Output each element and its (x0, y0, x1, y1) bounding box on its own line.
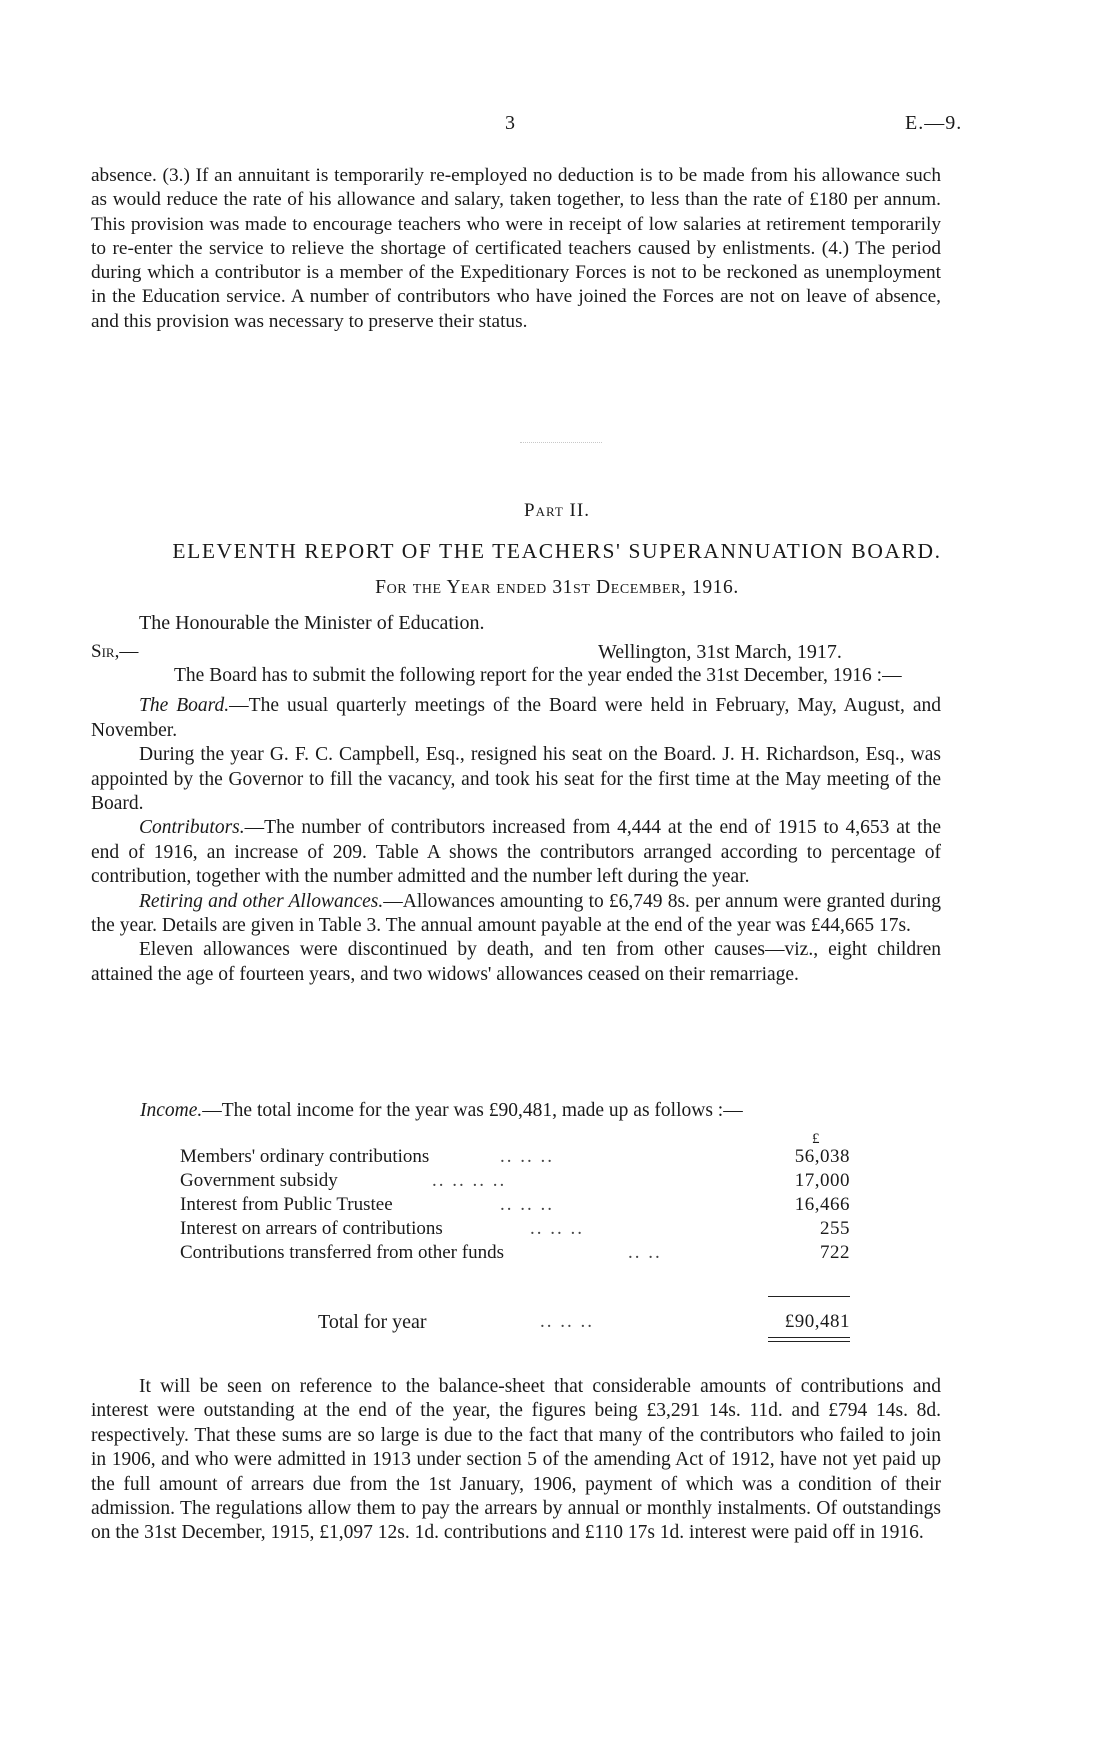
row-amount: 17,000 (794, 1170, 850, 1191)
leader-dots: .. .. .. (530, 1218, 584, 1239)
table-row (180, 1242, 850, 1266)
income-lead: Income. (140, 1100, 203, 1121)
page-number: 3 (505, 112, 515, 134)
row-amount: 56,038 (794, 1146, 850, 1167)
income-text: —The total income for the year was £90,481, made up as follows :— (202, 1100, 743, 1121)
section-allowances (91, 890, 941, 939)
leader-dots: .. .. (628, 1242, 662, 1263)
leader-dots: .. .. .. .. (432, 1170, 507, 1191)
income-intro (140, 1100, 743, 1122)
table-row (180, 1218, 850, 1242)
total-label: Total for year (318, 1311, 427, 1333)
section-lead: Contributors. (139, 817, 245, 839)
closing-section (91, 1375, 941, 1546)
total-rule-lower (768, 1341, 850, 1342)
closing-paragraph: It will be seen on reference to the balance-sheet that considerable amounts of contributions and interest were outstanding at the end of the year, the figures being £3,291 14s. 11d. and £794 14s. 8d. respectively. That these sums are so large is due to the fact that many of the contributors who failed to join in 1906, and who were admitted in 1913 under section 5 of the amending Act of 1912, have not yet paid up the full amount of arrears due from the 1st January, 1906, payment of which was a condition of their admission. The regulations allow them to pay the arrears by annual or monthly instalments. Of outstandings on the 31st December, 1915, £1,097 12s. 1d. contributions and £110 17s 1d. interest were paid off in 1916. (91, 1376, 941, 1544)
leader-dots: .. .. .. (500, 1194, 554, 1215)
table-row (180, 1311, 850, 1335)
report-reference: E.—9. (905, 112, 963, 134)
subtotal-rule (768, 1296, 850, 1297)
part-heading: Part II. (524, 500, 590, 521)
table-row (180, 1146, 850, 1170)
section-contributors (91, 816, 941, 889)
currency-symbol: £ (812, 1131, 820, 1147)
row-amount: 255 (820, 1218, 850, 1239)
section-discontinued (91, 938, 941, 987)
section-text: During the year G. F. C. Campbell, Esq., resigned his seat on the Board. J. H. Richardson, Esq., was appointed by the Governor to fill the vacancy, and took his seat for the first time at the May meeting of the Board. (91, 744, 941, 815)
section-text: —The number of contributors increased from 4,444 at the end of 1915 to 4,653 at the end of 1916, an increase of 209. Table A shows the contributors arranged according to percentage of contribution, together with the number admitted and the number left during the year. (91, 817, 941, 888)
row-label: Government subsidy (180, 1170, 338, 1191)
section-board (91, 694, 941, 743)
section-lead: Retiring and other Allowances. (139, 890, 384, 912)
row-label: Members' ordinary contributions (180, 1146, 430, 1167)
total-amount: £90,481 (784, 1311, 850, 1332)
total-rule-upper (768, 1337, 850, 1338)
leader-dots: .. .. .. (500, 1146, 554, 1167)
letter-dateline: Wellington, 31st March, 1917. (598, 641, 842, 663)
row-label: Interest from Public Trustee (180, 1194, 393, 1215)
letter-addressee: The Honourable the Minister of Education. (139, 612, 485, 634)
letter-salutation: Sir,— (91, 641, 139, 662)
report-body (91, 664, 941, 987)
row-amount: 722 (820, 1242, 850, 1263)
opening-paragraph: The Board has to submit the following report for the year ended the 31st December, 1916 :— (174, 665, 902, 686)
table-row (180, 1170, 850, 1194)
row-amount: 16,466 (794, 1194, 850, 1215)
row-label: Interest on arrears of contributions (180, 1218, 443, 1239)
leader-dots: .. .. .. (540, 1311, 594, 1332)
intro-paragraph: absence. (3.) If an annuitant is temporarily re-employed no deduction is to be made from his allowance such as would reduce the rate of his allowance and salary, taken together, to less than the rate of £180 per annum. This provision was made to encourage teachers who were in receipt of low salaries at retirement temporarily to re-enter the service to relieve the shortage of certificated teachers caused by enlistments. (4.) The period during which a contributor is a member of the Expeditionary Forces is not to be reckoned as unemployment in the Education service. A number of contributors who have joined the Forces are not on leave of absence, and this provision was necessary to preserve their status. (91, 165, 941, 332)
section-lead: The Board. (139, 695, 230, 717)
row-label: Contributions transferred from other funds (180, 1242, 504, 1263)
table-row (180, 1194, 850, 1218)
section-text: —Allowances amounting to £6,749 8s. per annum were granted during the year. Details are given in Table 3. The annual amount payable at the end of the year was £44,665 17s. (91, 890, 941, 937)
report-title: ELEVENTH REPORT OF THE TEACHERS' SUPERANNUATION BOARD. (172, 539, 942, 563)
section-text: Eleven allowances were discontinued by death, and ten from other causes—viz., eight children attained the age of fourteen years, and two widows' allowances ceased on their remarriage. (91, 939, 941, 985)
section-text: —The usual quarterly meetings of the Board were held in February, May, August, and November. (91, 695, 942, 741)
section-divider (520, 442, 602, 443)
section-board-members (91, 743, 941, 816)
report-subtitle: For the Year ended 31st December, 1916. (375, 577, 739, 598)
